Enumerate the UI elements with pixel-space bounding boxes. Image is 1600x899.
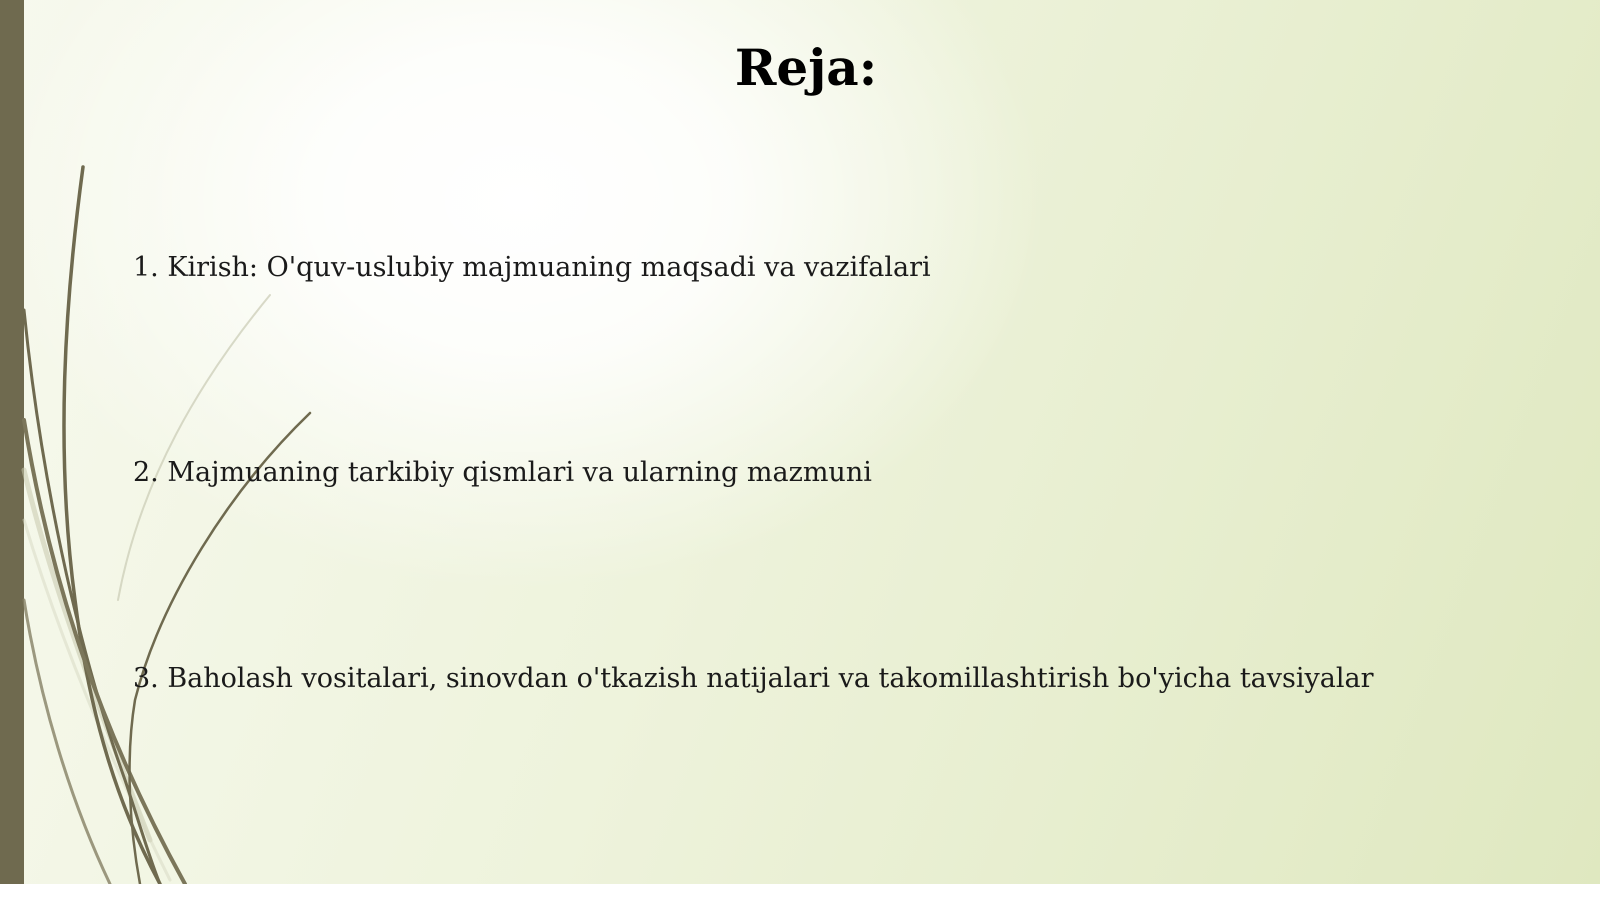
plan-item-1: 1. Kirish: O'quv-uslubiy majmuaning maqsadi va vazifalari [133,252,931,283]
plan-item-3: 3. Baholash vositalari, sinovdan o'tkazish natijalari va takomillashtirish bo'yicha tavsiyalar [133,663,1374,694]
bottom-strip [0,884,1600,899]
slide-title: Reja: [734,38,878,97]
plan-item-2: 2. Majmuaning tarkibiy qismlari va ularning mazmuni [133,457,872,488]
